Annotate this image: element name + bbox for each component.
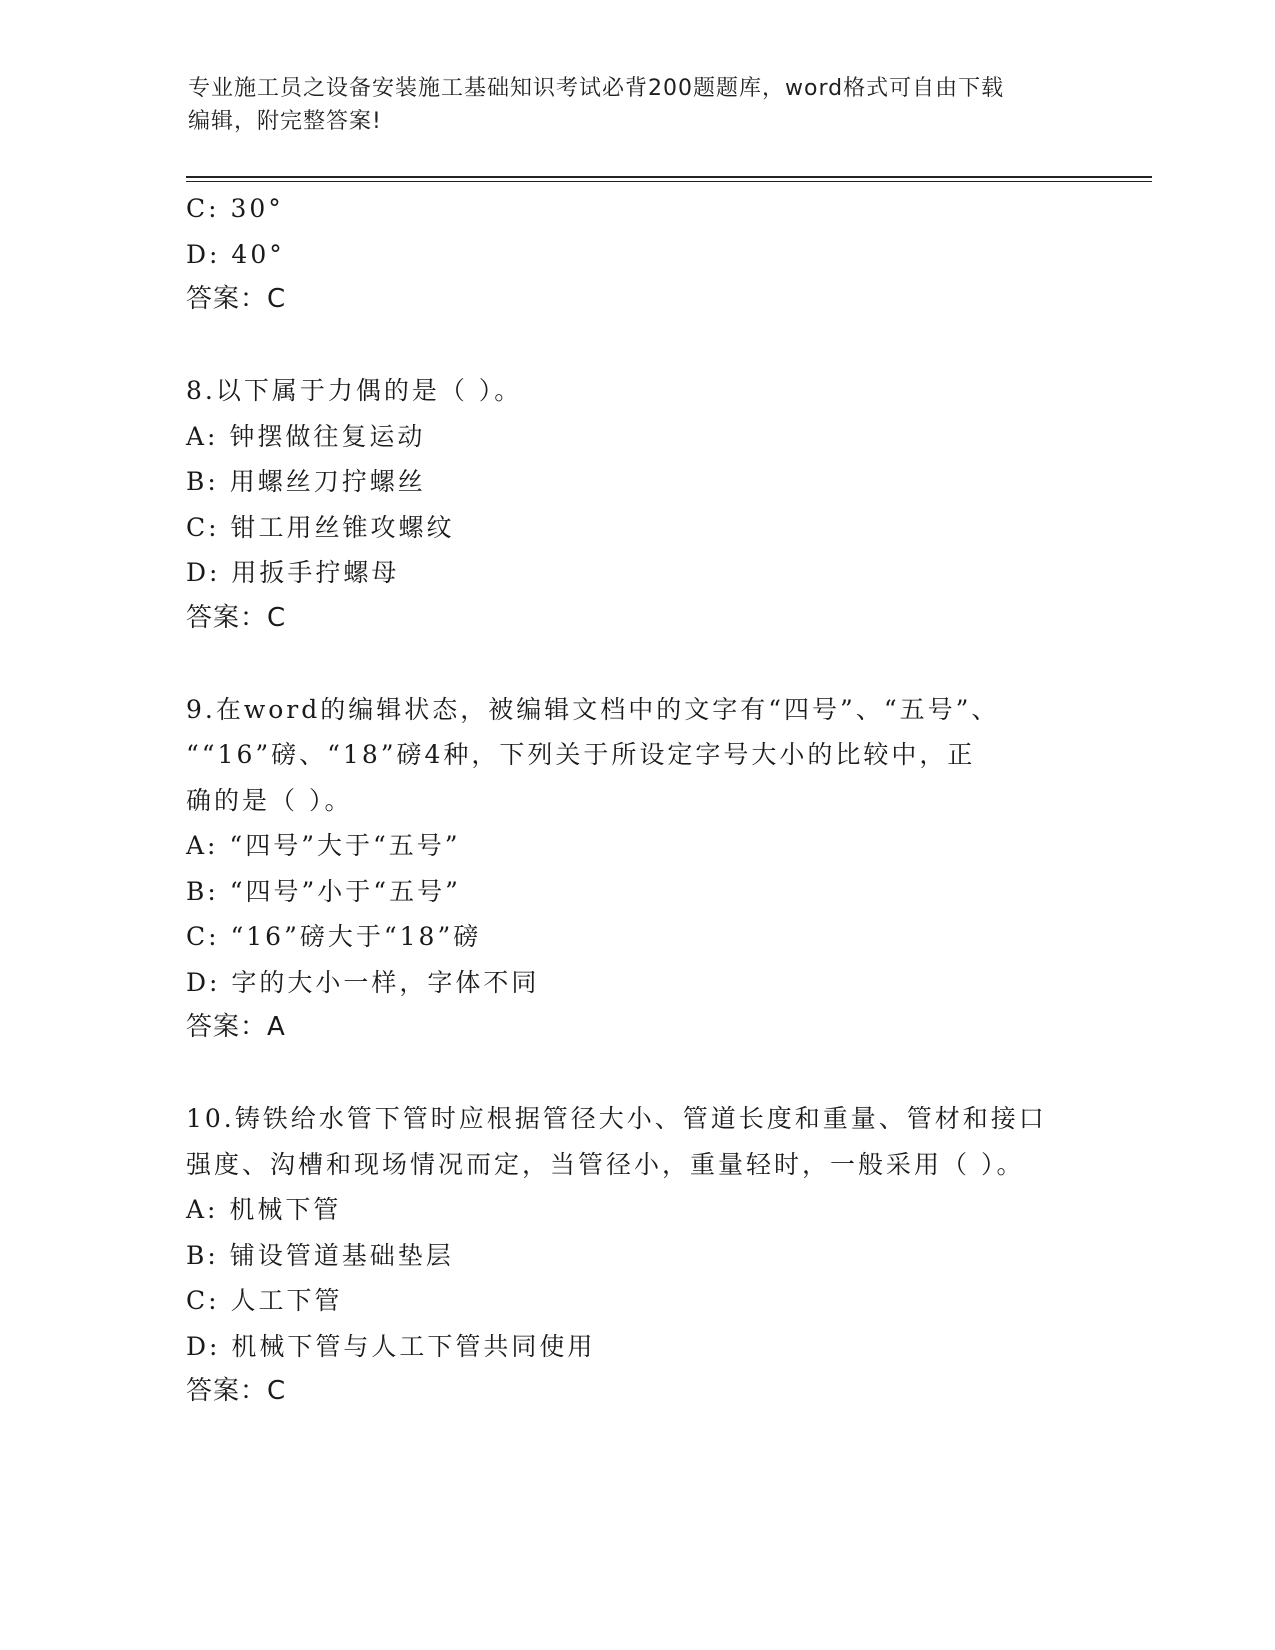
option-d: D: 字的大小一样，字体不同 [186, 967, 540, 997]
option-b: B: “四号”小于“五号” [186, 876, 461, 906]
header-title-line-1: 专业施工员之设备安装施工基础知识考试必背200题题库，word格式可自由下载 [188, 76, 1005, 101]
question-8 [186, 368, 1086, 641]
question-stem: 9.在word的编辑状态，被编辑文档中的文字有“四号”、“五号”、 [186, 694, 1000, 724]
option-a: A: 机械下管 [186, 1195, 342, 1224]
option-d: D: 用扳手拧螺母 [186, 558, 400, 587]
option-c: C: “16”磅大于“18”磅 [186, 922, 482, 951]
answer-line: 答案：C [186, 1376, 287, 1406]
question-content [186, 186, 1086, 1415]
question-9 [186, 687, 1086, 1051]
question-10 [186, 1096, 1086, 1415]
header-divider-thick [186, 176, 1152, 178]
option-b: B: 用螺丝刀拧螺丝 [186, 467, 426, 496]
header-divider-thin [186, 181, 1152, 182]
question-stem: 强度、沟槽和现场情况而定，当管径小，重量轻时，一般采用（ ）。 [186, 1149, 1025, 1179]
option-d: D: 机械下管与人工下管共同使用 [186, 1331, 596, 1361]
answer-line: 答案：C [186, 284, 287, 314]
carry-over-question [186, 186, 1086, 323]
option-c: C: 钳工用丝锥攻螺纹 [186, 512, 455, 542]
answer-line: 答案：C [186, 602, 287, 633]
answer-line: 答案：A [186, 1012, 286, 1042]
option-b: B: 铺设管道基础垫层 [186, 1240, 454, 1270]
spacer [186, 1051, 1086, 1097]
spacer [186, 641, 1086, 687]
question-stem: 8.以下属于力偶的是（ ）。 [186, 376, 523, 405]
document-header [188, 72, 1068, 138]
question-stem: 10.铸铁给水管下管时应根据管径大小、管道长度和重量、管材和接口 [186, 1104, 1047, 1133]
option-c: C: 人工下管 [186, 1286, 343, 1315]
header-title-line-2: 编辑，附完整答案! [188, 109, 382, 134]
option-c: C: 30° [186, 194, 284, 223]
option-a: A: “四号”大于“五号” [186, 831, 461, 860]
spacer [186, 323, 1086, 369]
question-stem: ““16”磅、“18”磅4种，下列关于所设定字号大小的比较中，正 [186, 740, 976, 769]
question-stem: 确的是（ ）。 [186, 785, 353, 815]
option-a: A: 钟摆做往复运动 [186, 421, 426, 451]
option-d: D: 40° [186, 239, 285, 269]
